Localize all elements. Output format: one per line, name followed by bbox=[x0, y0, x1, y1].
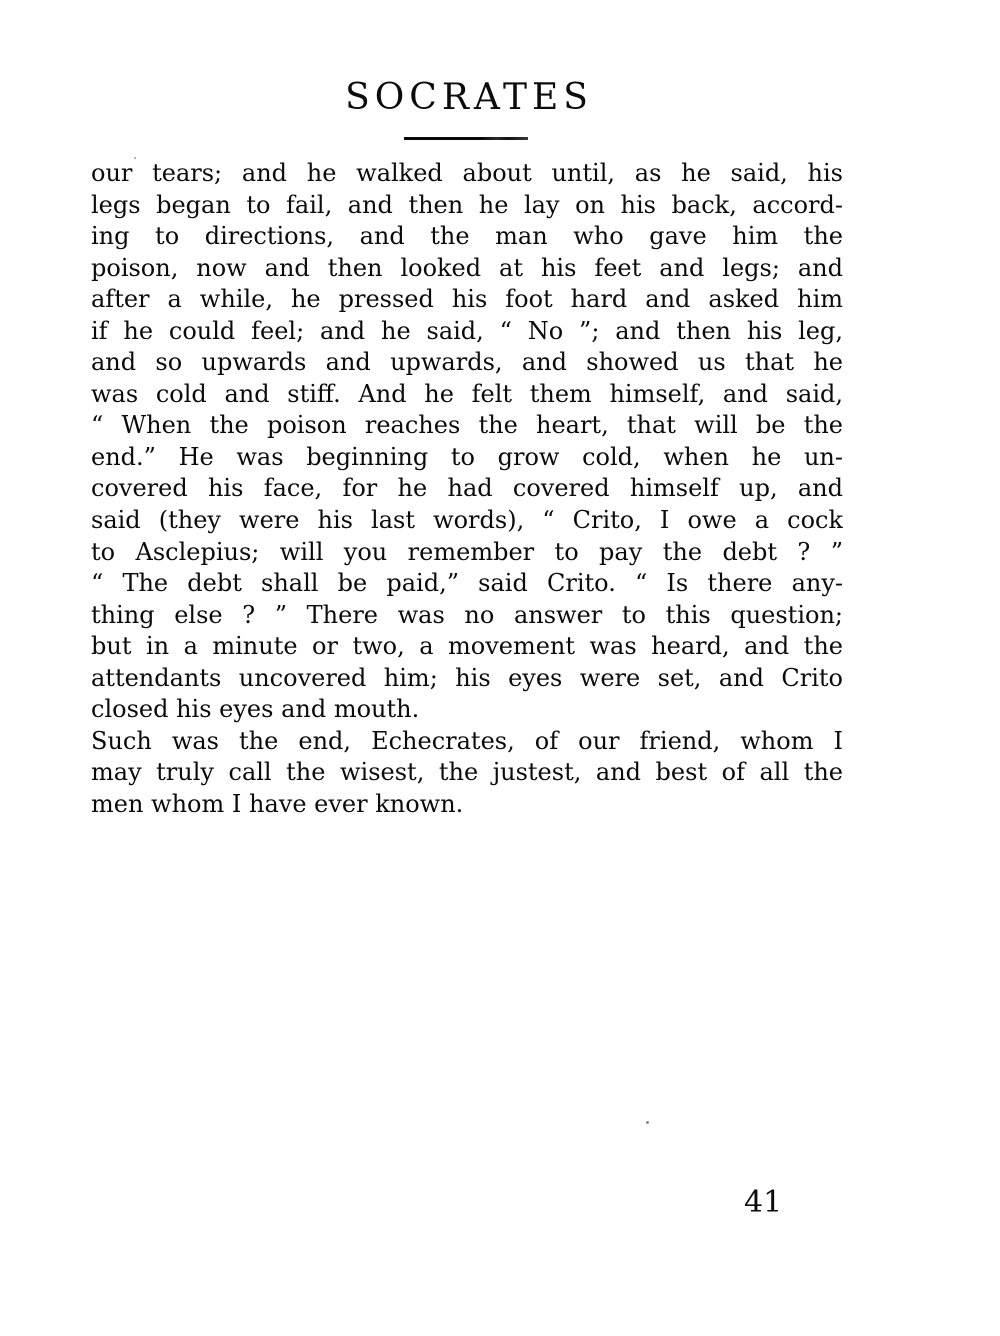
text-line: and so upwards and upwards, and showed us that he bbox=[91, 348, 843, 377]
text-line: our tears; and he walked about until, as he said, his bbox=[91, 159, 843, 187]
text-line: but in a minute or two, a movement was heard, and the bbox=[91, 632, 843, 661]
text-line: “ When the poison reaches the heart, that will be the bbox=[91, 411, 843, 440]
text-line-paragraph-end: closed his eyes and mouth. bbox=[91, 695, 420, 724]
text-line: said (they were his last words), “ Crito, I owe a cock bbox=[91, 506, 843, 535]
text-line: was cold and stiff. And he felt them himself, and said, bbox=[91, 379, 843, 408]
page-number: 41 bbox=[744, 1185, 783, 1220]
text-line-paragraph-end: men whom I have ever known. bbox=[91, 789, 464, 818]
text-line: after a while, he pressed his foot hard and asked him bbox=[91, 285, 843, 314]
page-title: SOCRATES bbox=[345, 77, 593, 118]
text-line: Such was the end, Echecrates, of our friend, whom I bbox=[91, 726, 843, 755]
text-line: attendants uncovered him; his eyes were set, and Crito bbox=[91, 663, 843, 692]
text-line: to Asclepius; will you remember to pay the debt ? ” bbox=[91, 537, 843, 566]
scan-speck bbox=[134, 157, 136, 159]
text-line: if he could feel; and he said, “ No ”; and then his leg, bbox=[91, 316, 843, 345]
text-line: ing to directions, and the man who gave him the bbox=[91, 222, 843, 251]
scan-speck bbox=[646, 1121, 649, 1124]
text-line: covered his face, for he had covered himself up, and bbox=[91, 474, 843, 503]
text-line: poison, now and then looked at his feet and legs; and bbox=[91, 253, 843, 282]
body-text bbox=[91, 158, 843, 820]
text-line: thing else ? ” There was no answer to this question; bbox=[91, 600, 843, 629]
text-line: end.” He was beginning to grow cold, when he un- bbox=[91, 442, 843, 471]
title-rule bbox=[404, 137, 528, 140]
text-line: may truly call the wisest, the justest, and best of all the bbox=[91, 758, 843, 787]
text-line: “ The debt shall be paid,” said Crito. “ Is there any- bbox=[91, 569, 843, 598]
text-line: legs began to fail, and then he lay on his back, accord- bbox=[91, 190, 843, 219]
